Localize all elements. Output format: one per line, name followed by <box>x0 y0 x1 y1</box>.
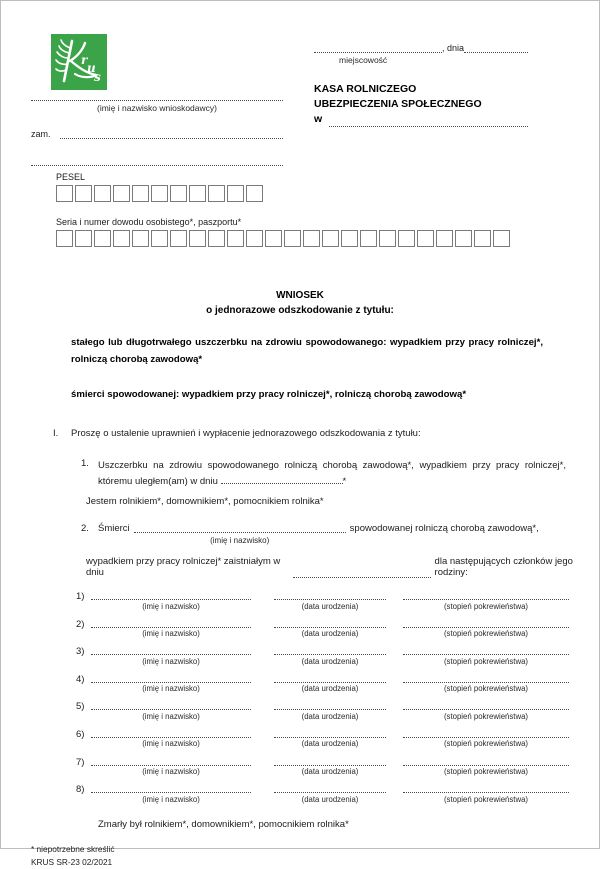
family-kinship-fill-line[interactable] <box>403 645 569 655</box>
form-title-heading: WNIOSEK <box>276 290 324 301</box>
char-box[interactable] <box>94 185 111 202</box>
family-birthdate-fill-line[interactable] <box>274 756 386 766</box>
family-name-field <box>91 728 251 749</box>
family-kinship-hint: (stopień pokrewieństwa) <box>443 711 529 721</box>
date-label: , dnia <box>441 43 465 53</box>
char-box[interactable] <box>474 230 491 247</box>
family-name-field <box>91 700 251 721</box>
claim-variant-death: śmierci spowodowanej: wypadkiem przy pracy rolniczej*, rolniczą chorobą zawodową* <box>71 389 467 400</box>
footnote-legend: * niepotrzebne skreślić <box>31 843 115 854</box>
char-box[interactable] <box>379 230 396 247</box>
family-birthdate-field <box>274 756 386 777</box>
deceased-name-field <box>134 522 346 547</box>
family-name-hint: (imię i nazwisko) <box>142 794 200 804</box>
svg-text:s: s <box>94 70 101 84</box>
char-box[interactable] <box>360 230 377 247</box>
address-fill-line-1[interactable] <box>60 129 283 139</box>
office-name-line1: KASA ROLNICZEGO <box>314 83 417 95</box>
deceased-status-line: Zmarły był rolnikiem*, domownikiem*, pomocnikiem rolnika* <box>98 818 349 830</box>
char-box[interactable] <box>151 185 168 202</box>
family-row-number: 8) <box>76 784 85 796</box>
family-birthdate-hint: (data urodzenia) <box>301 767 359 777</box>
krus-logo-icon <box>51 34 107 90</box>
family-kinship-hint: (stopień pokrewieństwa) <box>443 794 529 804</box>
family-name-fill-line[interactable] <box>91 756 251 766</box>
char-box[interactable] <box>322 230 339 247</box>
applicant-name-fill-line[interactable] <box>31 91 283 101</box>
applicant-status-line: Jestem rolnikiem*, domownikiem*, pomocnikiem rolnika* <box>86 496 324 507</box>
id-document-label: Seria i numer dowodu osobistego*, paszportu* <box>56 217 242 227</box>
char-box[interactable] <box>113 185 130 202</box>
family-birthdate-fill-line[interactable] <box>274 618 386 628</box>
family-row-number: 3) <box>76 646 85 658</box>
family-name-hint: (imię i nazwisko) <box>142 629 200 639</box>
id-document-block <box>56 217 510 247</box>
section-numeral: I. <box>53 428 59 439</box>
family-kinship-fill-line[interactable] <box>403 590 569 600</box>
family-name-hint: (imię i nazwisko) <box>142 601 200 611</box>
family-name-fill-line[interactable] <box>91 645 251 655</box>
family-birthdate-fill-line[interactable] <box>274 673 386 683</box>
char-box[interactable] <box>208 185 225 202</box>
char-box[interactable] <box>132 185 149 202</box>
family-birthdate-field <box>274 618 386 639</box>
family-name-fill-line[interactable] <box>91 590 251 600</box>
char-box[interactable] <box>94 230 111 247</box>
family-birthdate-hint: (data urodzenia) <box>301 601 359 611</box>
item-2-tail: spowodowanej rolniczą chorobą zawodową*, <box>349 523 539 534</box>
family-kinship-field <box>403 783 569 804</box>
family-name-fill-line[interactable] <box>91 618 251 628</box>
header-area <box>1 1 599 288</box>
char-box[interactable] <box>227 185 244 202</box>
section-intro-text: Proszę o ustalenie uprawnień i wypłacenie jednorazowego odszkodowania z tytułu: <box>71 428 421 439</box>
place-fill-line[interactable] <box>314 43 442 53</box>
family-row-number: 7) <box>76 756 85 768</box>
char-box[interactable] <box>341 230 358 247</box>
claim-variant-injury: stałego lub długotrwałego uszczerbku na zdrowiu spowodowanego: wypadkiem przy pracy rolniczej*, rolniczą chorobą zawodową* <box>71 337 543 365</box>
char-box[interactable] <box>189 185 206 202</box>
family-row <box>76 756 599 784</box>
death-date-lead: wypadkiem przy pracy rolniczej* zaistniałym w dniu <box>86 556 281 578</box>
form-title-subheading: o jednorazowe odszkodowanie z tytułu: <box>206 305 394 316</box>
family-kinship-hint: (stopień pokrewieństwa) <box>443 601 529 611</box>
applicant-block <box>31 91 283 166</box>
pesel-boxes <box>56 185 263 202</box>
family-kinship-fill-line[interactable] <box>403 700 569 710</box>
family-kinship-field <box>403 673 569 694</box>
char-box[interactable] <box>284 230 301 247</box>
item-2 <box>81 522 599 547</box>
family-birthdate-field <box>274 645 386 666</box>
char-box[interactable] <box>246 185 263 202</box>
family-birthdate-field <box>274 700 386 721</box>
family-kinship-hint: (stopień pokrewieństwa) <box>443 739 529 749</box>
item-1 <box>81 458 599 489</box>
family-row-number: 2) <box>76 618 85 630</box>
death-date-fill-line[interactable] <box>293 568 431 578</box>
family-row-number: 1) <box>76 591 85 602</box>
family-birthdate-hint: (data urodzenia) <box>301 656 359 666</box>
family-name-field <box>91 783 251 804</box>
address-fill-line-2[interactable] <box>31 156 283 166</box>
family-birthdate-fill-line[interactable] <box>274 728 386 738</box>
family-birthdate-fill-line[interactable] <box>274 700 386 710</box>
family-name-hint: (imię i nazwisko) <box>142 684 200 694</box>
family-birthdate-hint: (data urodzenia) <box>301 684 359 694</box>
deceased-name-hint: (imię i nazwisko) <box>210 536 270 545</box>
place-date-line <box>314 43 528 53</box>
office-location-fill-line[interactable] <box>329 117 528 127</box>
family-kinship-fill-line[interactable] <box>403 728 569 738</box>
char-box[interactable] <box>56 185 73 202</box>
form-footer <box>31 843 599 869</box>
family-row <box>76 618 599 646</box>
family-kinship-hint: (stopień pokrewieństwa) <box>443 629 529 639</box>
family-row-number: 4) <box>76 673 85 685</box>
family-kinship-fill-line[interactable] <box>403 783 569 793</box>
section-intro-line <box>53 428 599 439</box>
char-box[interactable] <box>75 185 92 202</box>
char-box[interactable] <box>170 185 187 202</box>
form-title <box>1 288 599 318</box>
char-box[interactable] <box>151 230 168 247</box>
family-kinship-fill-line[interactable] <box>403 618 569 628</box>
family-name-field <box>91 673 251 694</box>
family-kinship-field <box>403 700 569 721</box>
family-row <box>76 783 599 811</box>
family-kinship-field <box>403 590 569 611</box>
family-birthdate-hint: (data urodzenia) <box>301 739 359 749</box>
family-row-number: 6) <box>76 728 85 740</box>
death-date-tail: dla następujących członków jego rodziny: <box>434 556 573 578</box>
family-kinship-field <box>403 728 569 749</box>
family-kinship-field <box>403 618 569 639</box>
family-birthdate-field <box>274 673 386 694</box>
item-1-number: 1. <box>81 458 89 469</box>
char-box[interactable] <box>75 230 92 247</box>
char-box[interactable] <box>208 230 225 247</box>
family-list <box>1 590 599 811</box>
family-name-field <box>91 618 251 639</box>
family-kinship-hint: (stopień pokrewieństwa) <box>443 684 529 694</box>
char-box[interactable] <box>170 230 187 247</box>
office-header <box>314 43 528 127</box>
office-name-line2: UBEZPIECZENIA SPOŁECZNEGO <box>314 98 482 110</box>
svg-text:u: u <box>87 61 96 75</box>
id-document-boxes <box>56 230 510 247</box>
char-box[interactable] <box>227 230 244 247</box>
item-2-lead: Śmierci <box>98 523 130 534</box>
injury-date-fill-line[interactable] <box>221 474 343 484</box>
item-1-text: Uszczerbku na zdrowiu spowodowanego rolniczą chorobą zawodową*, wypadkiem przy pracy rolniczej*, któremu uległem(am) w dniu * <box>98 460 566 487</box>
family-birthdate-fill-line[interactable] <box>274 645 386 655</box>
family-row <box>76 700 599 728</box>
family-row <box>76 645 599 673</box>
family-name-fill-line[interactable] <box>91 673 251 683</box>
office-location-line <box>314 112 528 127</box>
family-birthdate-hint: (data urodzenia) <box>301 711 359 721</box>
char-box[interactable] <box>189 230 206 247</box>
family-birthdate-fill-line[interactable] <box>274 590 386 600</box>
family-name-field <box>91 645 251 666</box>
family-name-field <box>91 756 251 777</box>
family-name-fill-line[interactable] <box>91 783 251 793</box>
family-birthdate-hint: (data urodzenia) <box>301 794 359 804</box>
family-birthdate-fill-line[interactable] <box>274 783 386 793</box>
family-birthdate-field <box>274 728 386 749</box>
family-birthdate-field <box>274 590 386 611</box>
place-hint: miejscowość <box>339 55 388 65</box>
family-kinship-fill-line[interactable] <box>403 673 569 683</box>
form-code: KRUS SR-23 02/2021 <box>31 856 113 867</box>
date-fill-line[interactable] <box>464 43 528 53</box>
pesel-block <box>56 172 263 202</box>
family-kinship-field <box>403 756 569 777</box>
applicant-address-line <box>31 129 283 139</box>
family-name-hint: (imię i nazwisko) <box>142 656 200 666</box>
family-name-hint: (imię i nazwisko) <box>142 739 200 749</box>
family-name-field <box>91 590 251 611</box>
family-name-hint: (imię i nazwisko) <box>142 767 200 777</box>
family-row <box>76 728 599 756</box>
item-2-number: 2. <box>81 523 89 534</box>
char-box[interactable] <box>113 230 130 247</box>
char-box[interactable] <box>398 230 415 247</box>
svg-text:r: r <box>81 53 88 67</box>
family-birthdate-field <box>274 783 386 804</box>
char-box[interactable] <box>56 230 73 247</box>
family-birthdate-hint: (data urodzenia) <box>301 629 359 639</box>
family-name-fill-line[interactable] <box>91 700 251 710</box>
char-box[interactable] <box>265 230 282 247</box>
family-row <box>76 673 599 701</box>
char-box[interactable] <box>436 230 453 247</box>
office-in-label: w <box>314 113 323 125</box>
item-2-line2 <box>86 556 599 578</box>
pesel-label: PESEL <box>56 172 86 182</box>
char-box[interactable] <box>246 230 263 247</box>
family-kinship-field <box>403 645 569 666</box>
char-box[interactable] <box>303 230 320 247</box>
applicant-name-hint: (imię i nazwisko wnioskodawcy) <box>97 103 217 113</box>
char-box[interactable] <box>493 230 510 247</box>
family-row <box>76 590 599 618</box>
family-kinship-hint: (stopień pokrewieństwa) <box>443 656 529 666</box>
family-name-hint: (imię i nazwisko) <box>142 711 200 721</box>
address-label: zam. <box>31 129 51 139</box>
family-name-fill-line[interactable] <box>91 728 251 738</box>
deceased-name-fill-line[interactable] <box>134 522 346 533</box>
family-kinship-fill-line[interactable] <box>403 756 569 766</box>
char-box[interactable] <box>417 230 434 247</box>
char-box[interactable] <box>132 230 149 247</box>
char-box[interactable] <box>455 230 472 247</box>
family-kinship-hint: (stopień pokrewieństwa) <box>443 767 529 777</box>
family-row-number: 5) <box>76 701 85 713</box>
